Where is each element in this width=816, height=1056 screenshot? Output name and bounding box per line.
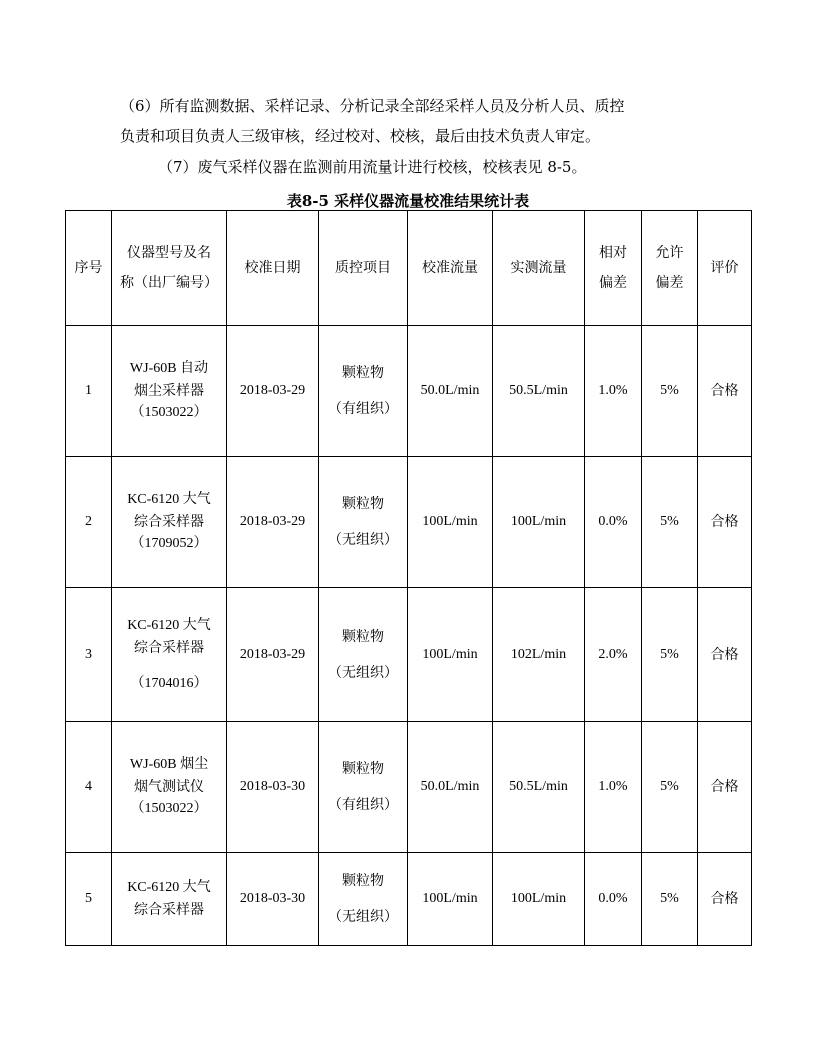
cell-allow-dev: 5% — [642, 326, 698, 457]
cell-rel-dev: 2.0% — [585, 588, 642, 722]
cell-eval: 合格 — [698, 722, 752, 853]
cell-date: 2018-03-29 — [227, 457, 319, 588]
cell-item-line-2: （有组织） — [328, 797, 398, 813]
header-model-line-1: 仪器型号及名 — [127, 245, 211, 261]
cell-meas-flow: 50.5L/min — [493, 722, 585, 853]
header-item: 质控项目 — [319, 211, 408, 326]
cell-model-line-2: 综合采样器 — [134, 902, 204, 918]
table-row — [66, 457, 752, 588]
cell-seq: 5 — [66, 853, 112, 946]
header-allow-dev-line-2: 偏差 — [655, 275, 684, 291]
table-row — [66, 326, 752, 457]
paragraph-6-line-2: 负责和项目负责人三级审核，经过校对、校核，最后由技术负责人审定。 — [120, 127, 601, 145]
cell-model-line-3: （1709052） — [130, 536, 208, 551]
calibration-table — [65, 210, 752, 946]
cell-std-flow: 100L/min — [408, 457, 493, 588]
header-allow-dev-line-1: 允许 — [655, 245, 684, 261]
cell-allow-dev: 5% — [642, 853, 698, 946]
cell-std-flow: 50.0L/min — [408, 722, 493, 853]
header-eval: 评价 — [698, 211, 752, 326]
cell-rel-dev: 0.0% — [585, 853, 642, 946]
cell-seq: 2 — [66, 457, 112, 588]
cell-allow-dev: 5% — [642, 722, 698, 853]
table-row — [66, 853, 752, 946]
cell-item — [319, 457, 408, 588]
header-meas-flow: 实测流量 — [493, 211, 585, 326]
cell-meas-flow: 100L/min — [493, 853, 585, 946]
cell-item-line-1: 颗粒物 — [342, 496, 384, 512]
cell-model-line-3: （1704016） — [130, 675, 208, 691]
header-rel-dev-line-1: 相对 — [599, 245, 627, 261]
cell-item-line-2: （无组织） — [328, 664, 398, 681]
cell-meas-flow: 102L/min — [493, 588, 585, 722]
cell-model-line-3: （1503022） — [130, 405, 208, 420]
table-caption: 表8-5 采样仪器流量校准结果统计表 — [286, 192, 530, 210]
header-date: 校准日期 — [227, 211, 319, 326]
cell-item — [319, 722, 408, 853]
cell-meas-flow: 100L/min — [493, 457, 585, 588]
cell-item-line-2: （有组织） — [328, 401, 398, 417]
cell-model-line-2: 烟气测试仪 — [134, 779, 204, 795]
cell-model-line-1: WJ-60B 自动 — [129, 361, 209, 376]
cell-item-line-2: （无组织） — [328, 909, 398, 925]
cell-rel-dev: 1.0% — [585, 326, 642, 457]
cell-eval: 合格 — [698, 588, 752, 722]
cell-model-line-1: KC-6120 大气 — [127, 617, 211, 633]
cell-model — [112, 588, 227, 722]
cell-model-line-1: WJ-60B 烟尘 — [129, 757, 209, 772]
header-seq: 序号 — [66, 211, 112, 326]
cell-model — [112, 326, 227, 457]
cell-item — [319, 853, 408, 946]
cell-model-line-2: 综合采样器 — [134, 514, 204, 530]
header-model-line-2: 称（出厂编号） — [120, 275, 218, 291]
cell-eval: 合格 — [698, 457, 752, 588]
header-std-flow: 校准流量 — [408, 211, 493, 326]
cell-model-line-2: 综合采样器 — [134, 639, 204, 656]
header-rel-dev — [585, 211, 642, 326]
cell-allow-dev: 5% — [642, 457, 698, 588]
cell-std-flow: 50.0L/min — [408, 326, 493, 457]
cell-rel-dev: 1.0% — [585, 722, 642, 853]
cell-seq: 1 — [66, 326, 112, 457]
cell-item — [319, 326, 408, 457]
cell-model — [112, 457, 227, 588]
cell-model-line-1: KC-6120 大气 — [127, 492, 211, 507]
paragraph-6-line-1: （6）所有监测数据、采样记录、分析记录全部经采样人员及分析人员、质控 — [120, 97, 625, 115]
paragraph-7: （7）废气采样仪器在监测前用流量计进行校核，校核表见 8-5。 — [158, 158, 587, 176]
cell-allow-dev: 5% — [642, 588, 698, 722]
cell-eval: 合格 — [698, 326, 752, 457]
cell-rel-dev: 0.0% — [585, 457, 642, 588]
cell-date: 2018-03-30 — [227, 722, 319, 853]
cell-std-flow: 100L/min — [408, 588, 493, 722]
cell-eval: 合格 — [698, 853, 752, 946]
cell-seq: 4 — [66, 722, 112, 853]
cell-model-line-1: KC-6120 大气 — [127, 880, 211, 895]
cell-date: 2018-03-29 — [227, 588, 319, 722]
table-row — [66, 588, 752, 722]
cell-item-line-2: （无组织） — [328, 532, 398, 548]
table-header-row — [66, 211, 752, 326]
cell-seq: 3 — [66, 588, 112, 722]
cell-meas-flow: 50.5L/min — [493, 326, 585, 457]
cell-item-line-1: 颗粒物 — [342, 628, 384, 645]
header-model — [112, 211, 227, 326]
header-allow-dev — [642, 211, 698, 326]
table-row — [66, 722, 752, 853]
cell-std-flow: 100L/min — [408, 853, 493, 946]
cell-item — [319, 588, 408, 722]
cell-item-line-1: 颗粒物 — [342, 365, 384, 381]
cell-item-line-1: 颗粒物 — [342, 761, 384, 777]
cell-date: 2018-03-30 — [227, 853, 319, 946]
cell-model-line-2: 烟尘采样器 — [134, 383, 204, 399]
cell-date: 2018-03-29 — [227, 326, 319, 457]
cell-model — [112, 853, 227, 946]
header-rel-dev-line-2: 偏差 — [599, 275, 627, 291]
cell-model-line-3: （1503022） — [130, 801, 208, 816]
cell-model — [112, 722, 227, 853]
cell-item-line-1: 颗粒物 — [342, 873, 384, 889]
